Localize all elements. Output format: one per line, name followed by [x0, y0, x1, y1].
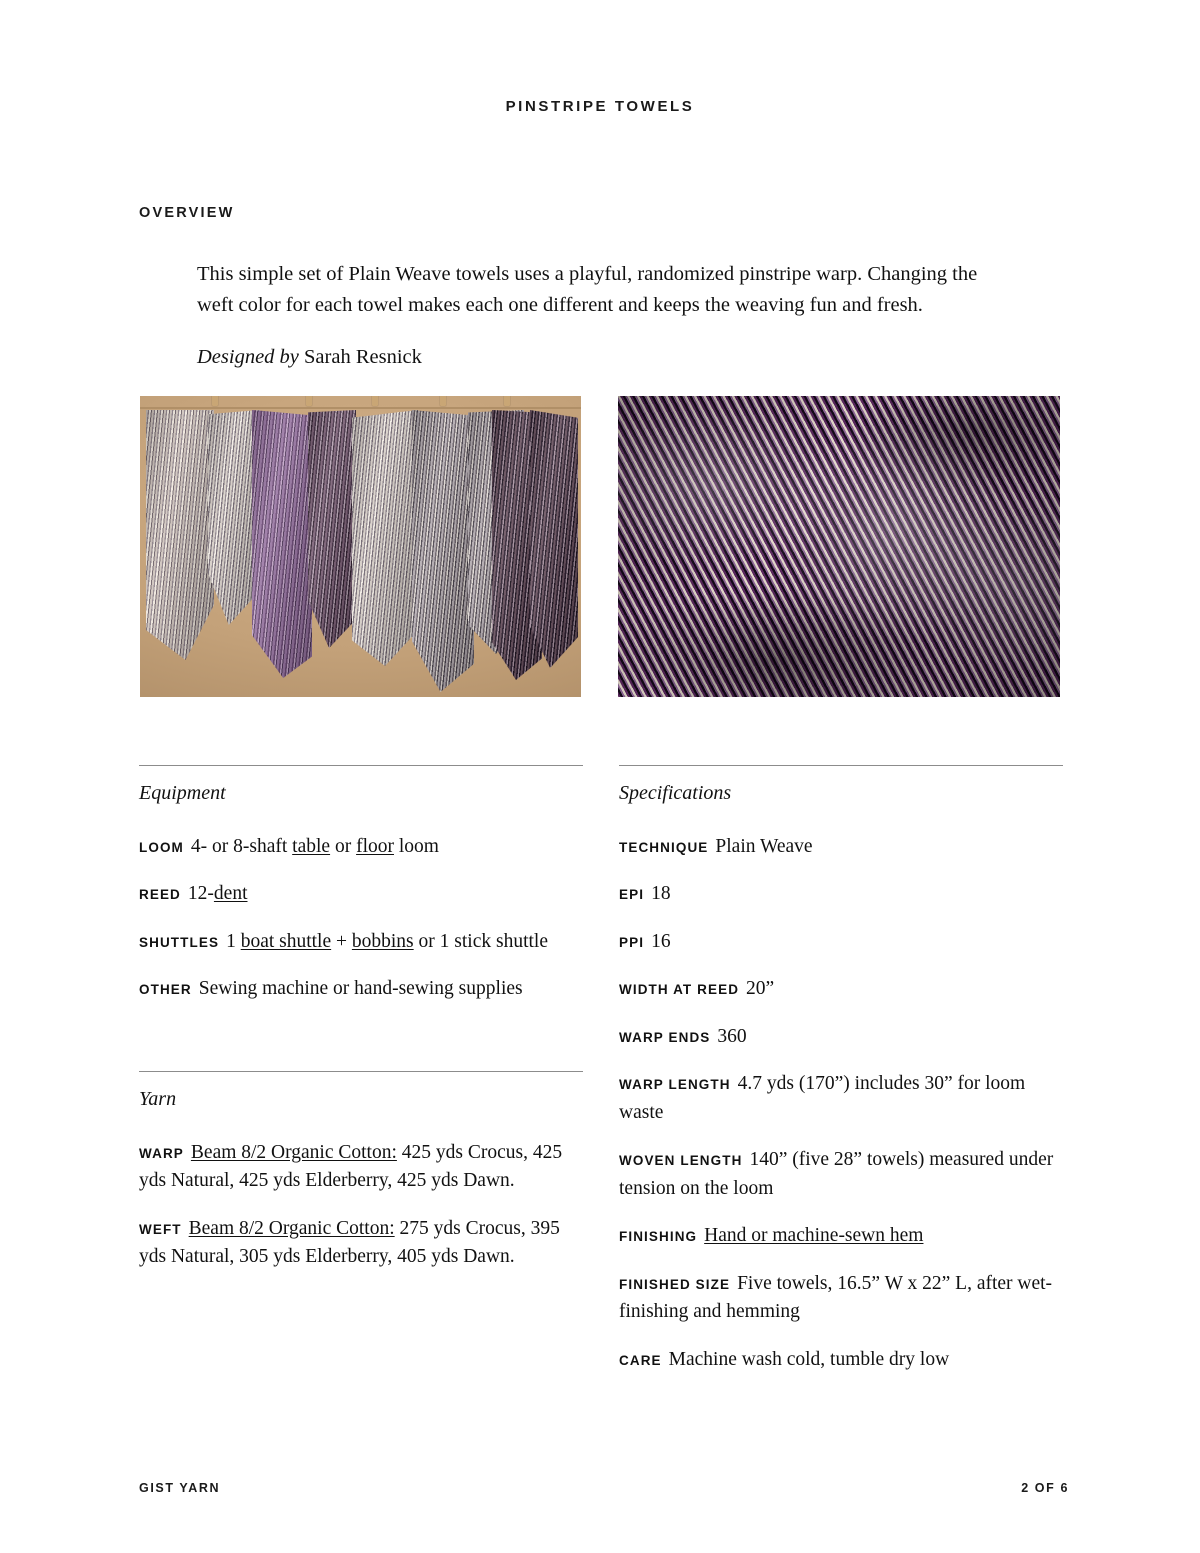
entry-label: SHUTTLES: [139, 934, 220, 950]
clothespin-2: [306, 396, 312, 406]
towel-2: [252, 410, 312, 678]
entry-value: [184, 836, 439, 857]
entry-epi: [619, 880, 1063, 908]
entry-value: 4.7 yds (170”) includes 30” for loom waste: [619, 1073, 1026, 1123]
entry-care: [619, 1346, 1063, 1374]
entry-value: [697, 1225, 923, 1246]
link-table[interactable]: table: [292, 836, 331, 857]
overview-section: [139, 205, 1069, 373]
specifications-rule: [619, 765, 1063, 766]
entry-label: PPI: [619, 934, 645, 950]
footer-page-number: 2 OF 6: [1021, 1481, 1069, 1495]
value-text: 1: [226, 930, 241, 952]
footer-brand: GIST YARN: [139, 1481, 221, 1495]
value-text: 425 yds Crocus, 425 yds Natural, 425 yds Elderberry, 425 yds Dawn.: [139, 1142, 563, 1192]
towel-1: [146, 410, 214, 660]
value-text: or: [330, 836, 357, 857]
equipment-rule: [139, 765, 583, 766]
page-header: [0, 98, 1200, 115]
clothespin-5: [504, 396, 510, 406]
entry-value: 360: [717, 1025, 747, 1047]
equipment-title: Equipment: [139, 782, 226, 804]
specifications-title: Specifications: [619, 782, 732, 804]
entry-value: 20”: [746, 978, 775, 1000]
yarn-entries: [139, 1139, 583, 1272]
entry-warp-ends: [619, 1023, 1063, 1051]
entry-label: FINISHING: [619, 1229, 698, 1245]
value-text: or 1 stick shuttle: [413, 930, 548, 952]
entry-finished-size: [619, 1270, 1063, 1327]
specification-entries: [619, 833, 1063, 1374]
weave-fold-shading: [618, 396, 1060, 697]
equipment-block: [139, 765, 583, 1004]
link-weft-yarn-product[interactable]: Beam 8/2 Organic Cotton:: [188, 1217, 395, 1239]
entry-label: WEFT: [139, 1221, 182, 1237]
yarn-block: [139, 1071, 583, 1272]
entry-warp-yarn: [139, 1139, 583, 1196]
entry-other: [139, 975, 583, 1003]
entry-weft-yarn: [139, 1215, 583, 1272]
link-dent[interactable]: dent: [213, 883, 248, 905]
entry-label: WARP ENDS: [619, 1029, 711, 1045]
entry-woven-length: [619, 1146, 1063, 1203]
overview-paragraph: This simple set of Plain Weave towels uses a playful, randomized pinstripe warp. Changing the weft color for each towel makes each one different and keeps the weaving fun and fresh.: [197, 263, 978, 317]
entry-value: Machine wash cold, tumble dry low: [668, 1348, 950, 1370]
document-title: PINSTRIPE TOWELS: [505, 98, 695, 115]
towel-4: [412, 410, 474, 692]
entry-label: CARE: [619, 1352, 662, 1368]
page-footer: [139, 1481, 1069, 1495]
entry-loom: [139, 833, 583, 861]
designer-name: Sarah Resnick: [304, 346, 422, 369]
entry-technique: [619, 833, 1063, 861]
clothesline: [140, 407, 581, 409]
entry-reed: [139, 880, 583, 908]
entry-label: WARP LENGTH: [619, 1077, 731, 1093]
entry-warp-length: [619, 1070, 1063, 1127]
photo-towels-on-line: [140, 396, 581, 697]
yarn-title: Yarn: [139, 1088, 177, 1110]
entry-label: WIDTH AT REED: [619, 982, 740, 998]
designer-credit: [197, 343, 987, 373]
entry-value: [139, 1142, 562, 1191]
clothespin-4: [440, 396, 446, 406]
value-text: 275 yds Crocus, 395 yds Natural, 305 yds Elderberry, 405 yds Dawn.: [139, 1217, 560, 1268]
entry-label: REED: [139, 887, 181, 903]
entry-value: [219, 931, 548, 952]
entry-label: WOVEN LENGTH: [619, 1153, 743, 1169]
link-bobbins[interactable]: bobbins: [351, 930, 414, 952]
towel-5b: [530, 410, 578, 668]
entry-label: FINISHED SIZE: [619, 1276, 731, 1292]
entry-value: 140” (five 28” towels) measured under tension on the loom: [619, 1149, 1054, 1199]
entry-value: Five towels, 16.5” W x 22” L, after wet-finishing and hemming: [619, 1272, 1053, 1323]
entry-value: Plain Weave: [715, 836, 813, 857]
value-text: loom: [393, 836, 439, 857]
entry-shuttles: [139, 928, 583, 956]
value-text: +: [331, 930, 352, 952]
link-finishing-hem[interactable]: Hand or machine-sewn hem: [704, 1225, 924, 1247]
entry-ppi: [619, 928, 1063, 956]
entry-label: EPI: [619, 887, 645, 903]
entry-value: 16: [651, 930, 671, 952]
right-column: [619, 765, 1063, 1374]
entry-finishing: [619, 1222, 1063, 1250]
entry-width-at-reed: [619, 975, 1063, 1003]
entry-value: 18: [651, 883, 671, 905]
clothespin-1: [212, 396, 218, 406]
link-boat-shuttle[interactable]: boat shuttle: [240, 930, 332, 952]
clothespin-3: [372, 396, 378, 406]
entry-label: OTHER: [139, 982, 192, 998]
overview-heading: OVERVIEW: [139, 205, 235, 221]
entry-value: Sewing machine or hand-sewing supplies: [198, 978, 523, 1000]
left-column: [139, 765, 583, 1268]
link-warp-yarn-product[interactable]: Beam 8/2 Organic Cotton:: [190, 1142, 397, 1163]
entry-label: TECHNIQUE: [619, 840, 709, 855]
photo-weave-closeup: [618, 396, 1060, 697]
entry-value: [181, 883, 248, 904]
value-text: 12-: [187, 883, 214, 905]
entry-label: LOOM: [139, 840, 184, 855]
equipment-entries: [139, 833, 583, 1004]
link-floor[interactable]: floor: [356, 836, 394, 857]
towel-2b: [308, 410, 356, 648]
designed-by-label: Designed by: [197, 346, 299, 369]
entry-value: [139, 1218, 560, 1267]
towel-3: [352, 410, 418, 666]
entry-label: WARP: [139, 1146, 184, 1161]
overview-body: [197, 259, 987, 373]
value-text: 4- or 8-shaft: [190, 836, 293, 857]
yarn-rule: [139, 1071, 583, 1072]
